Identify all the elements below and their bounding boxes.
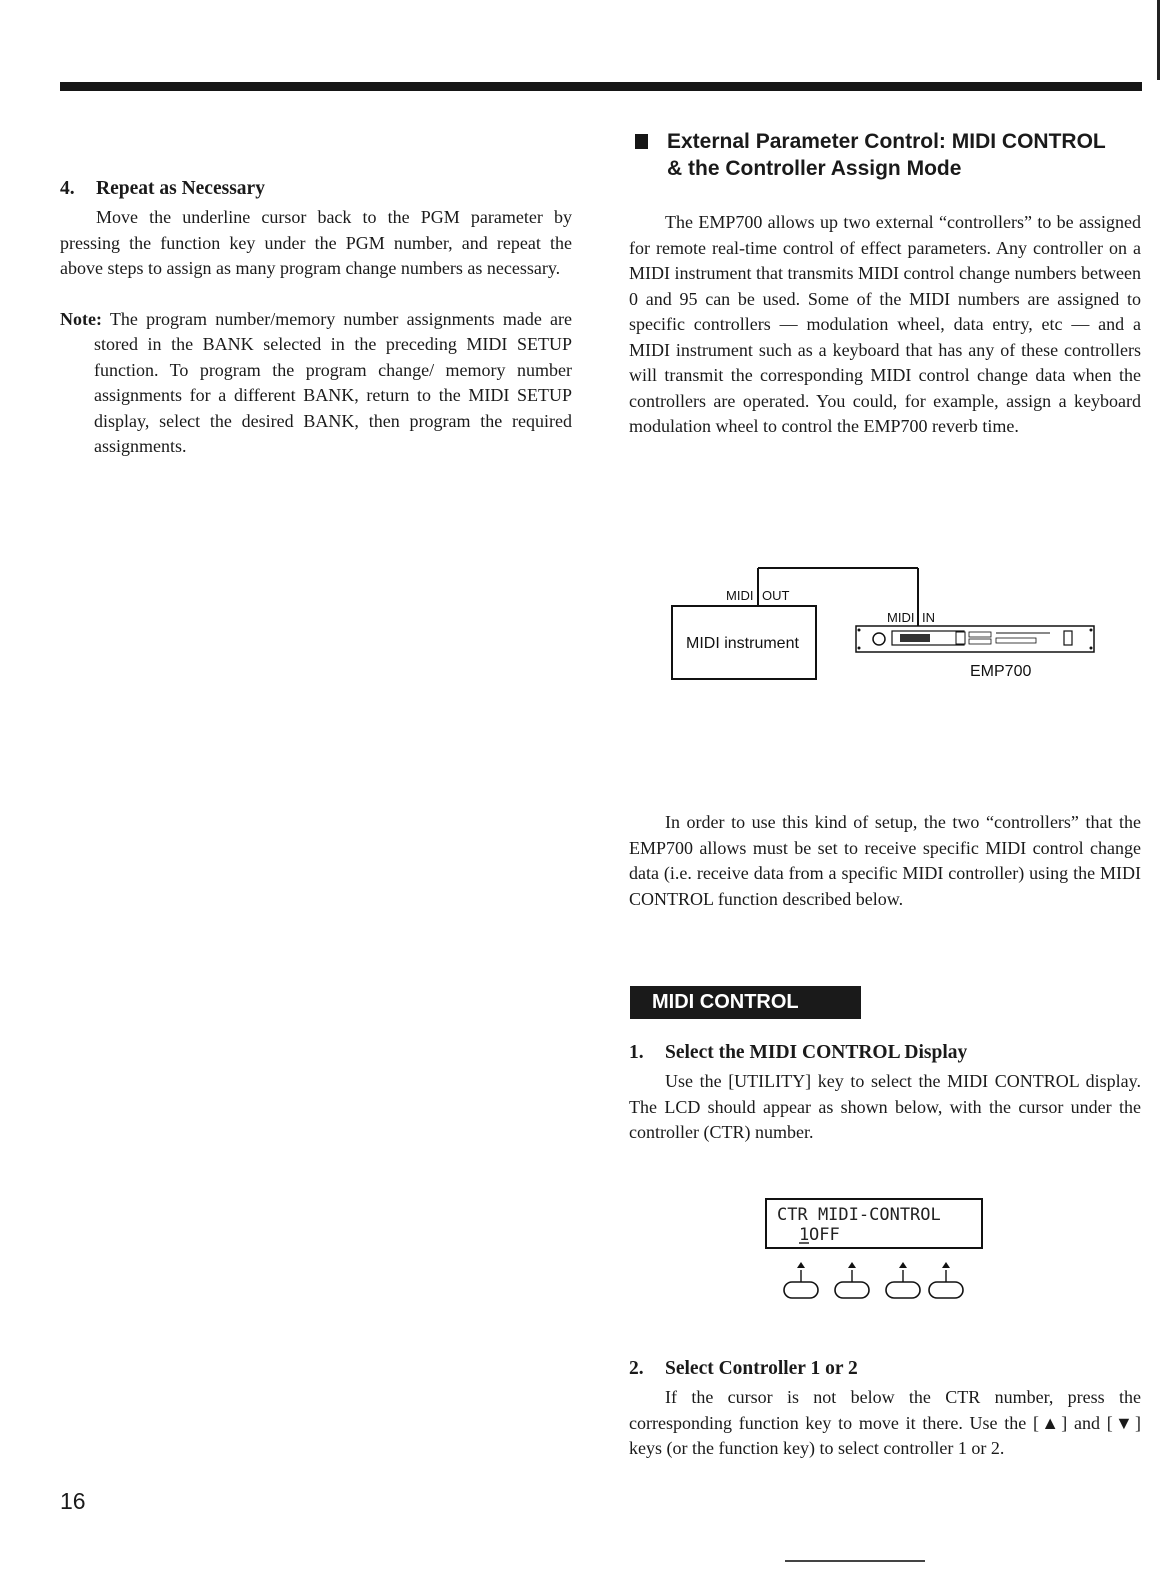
function-keys [784,1262,963,1298]
intro-block [629,210,1141,440]
step-4-body: Move the underline cursor back to the PGM parameter by pressing the function key under the PGM number, and repeat the above steps to assign as many program change numbers as necessary. [60,207,572,278]
midi-out-label-out: OUT [762,588,790,603]
step-2-body: If the cursor is not below the CTR number, press the corresponding function key to move it there. Use the [▲] and [▼] keys (or the function key) to select controller 1 or 2. [629,1387,1141,1458]
heading-line-2: & the Controller Assign Mode [667,157,962,180]
setup-block [629,810,1141,912]
lcd-line-2-rest: OFF [809,1225,840,1245]
step-4-title: 4. Repeat as Necessary [60,178,265,199]
page-edge-mark [1157,0,1160,80]
function-key-2[interactable] [835,1262,869,1298]
heading-line-1: External Parameter Control: MIDI CONTROL [667,130,1106,153]
emp700-label: EMP700 [970,663,1032,680]
page-number: 16 [60,1488,86,1514]
bottom-edge-mark [785,1560,925,1562]
midi-out-label-midi: MIDI [726,588,754,603]
setup-paragraph: In order to use this kind of setup, the two “controllers” that the EMP700 allows must be set to receive specific MIDI control change data (i.e. receive data from a specific MIDI controller) using the MIDI CONTROL function described below. [629,812,1141,909]
step-1-block [629,1042,1141,1146]
intro-paragraph: The EMP700 allows up two external “controllers” to be assigned for remote real-time control of effect parameters. Any controller on a MIDI instrument that transmits MIDI control change numbers between 0 and 95 can be used. Some of the MIDI numbers are assigned to specific controllers — modulation wheel, data entry, etc — and a MIDI instrument such as a keyboard that has any of these controllers will transmit the corresponding MIDI control change data when the controllers are operated. You could, for example, assign a keyboard modulation wheel to control the EMP700 reverb time. [629,212,1141,436]
section-heading [635,128,1145,182]
step-2-title: 2. Select Controller 1 or 2 [629,1358,858,1379]
lcd-line-1: CTR MIDI-CONTROL [777,1205,941,1225]
lcd-display-illustration [765,1198,985,1308]
function-key-3[interactable] [886,1262,920,1298]
midi-control-banner: MIDI CONTROL [630,986,861,1019]
note-label: Note: [60,308,102,329]
function-key-4[interactable] [929,1262,963,1298]
lcd-line-2-cursor: 1 [799,1225,810,1245]
step-1-title: 1. Select the MIDI CONTROL Display [629,1042,968,1063]
midi-in-label-midi: MIDI [887,610,915,625]
emp700-device-icon [856,626,1094,652]
header-rule [60,82,1142,91]
midi-in-label-in: IN [922,610,935,625]
midi-connection-diagram [660,560,1100,700]
note-paragraph [60,307,572,460]
left-column [60,178,572,460]
step-1-body: Use the [UTILITY] key to select the MIDI CONTROL display. The LCD should appear as shown below, with the cursor under the controller (CTR) number. [629,1071,1141,1142]
midi-instrument-label: MIDI instrument [686,635,799,652]
function-key-1[interactable] [784,1262,818,1298]
square-bullet-icon [635,134,648,149]
note-body: The program number/memory number assignments made are stored in the BANK selected in the preceding MIDI SETUP function. To program the program change/ memory number assignments for a different BANK, return to the MIDI SETUP display, select the desired BANK, then program the required assignments. [94,308,572,456]
step-2-block [629,1358,1141,1462]
